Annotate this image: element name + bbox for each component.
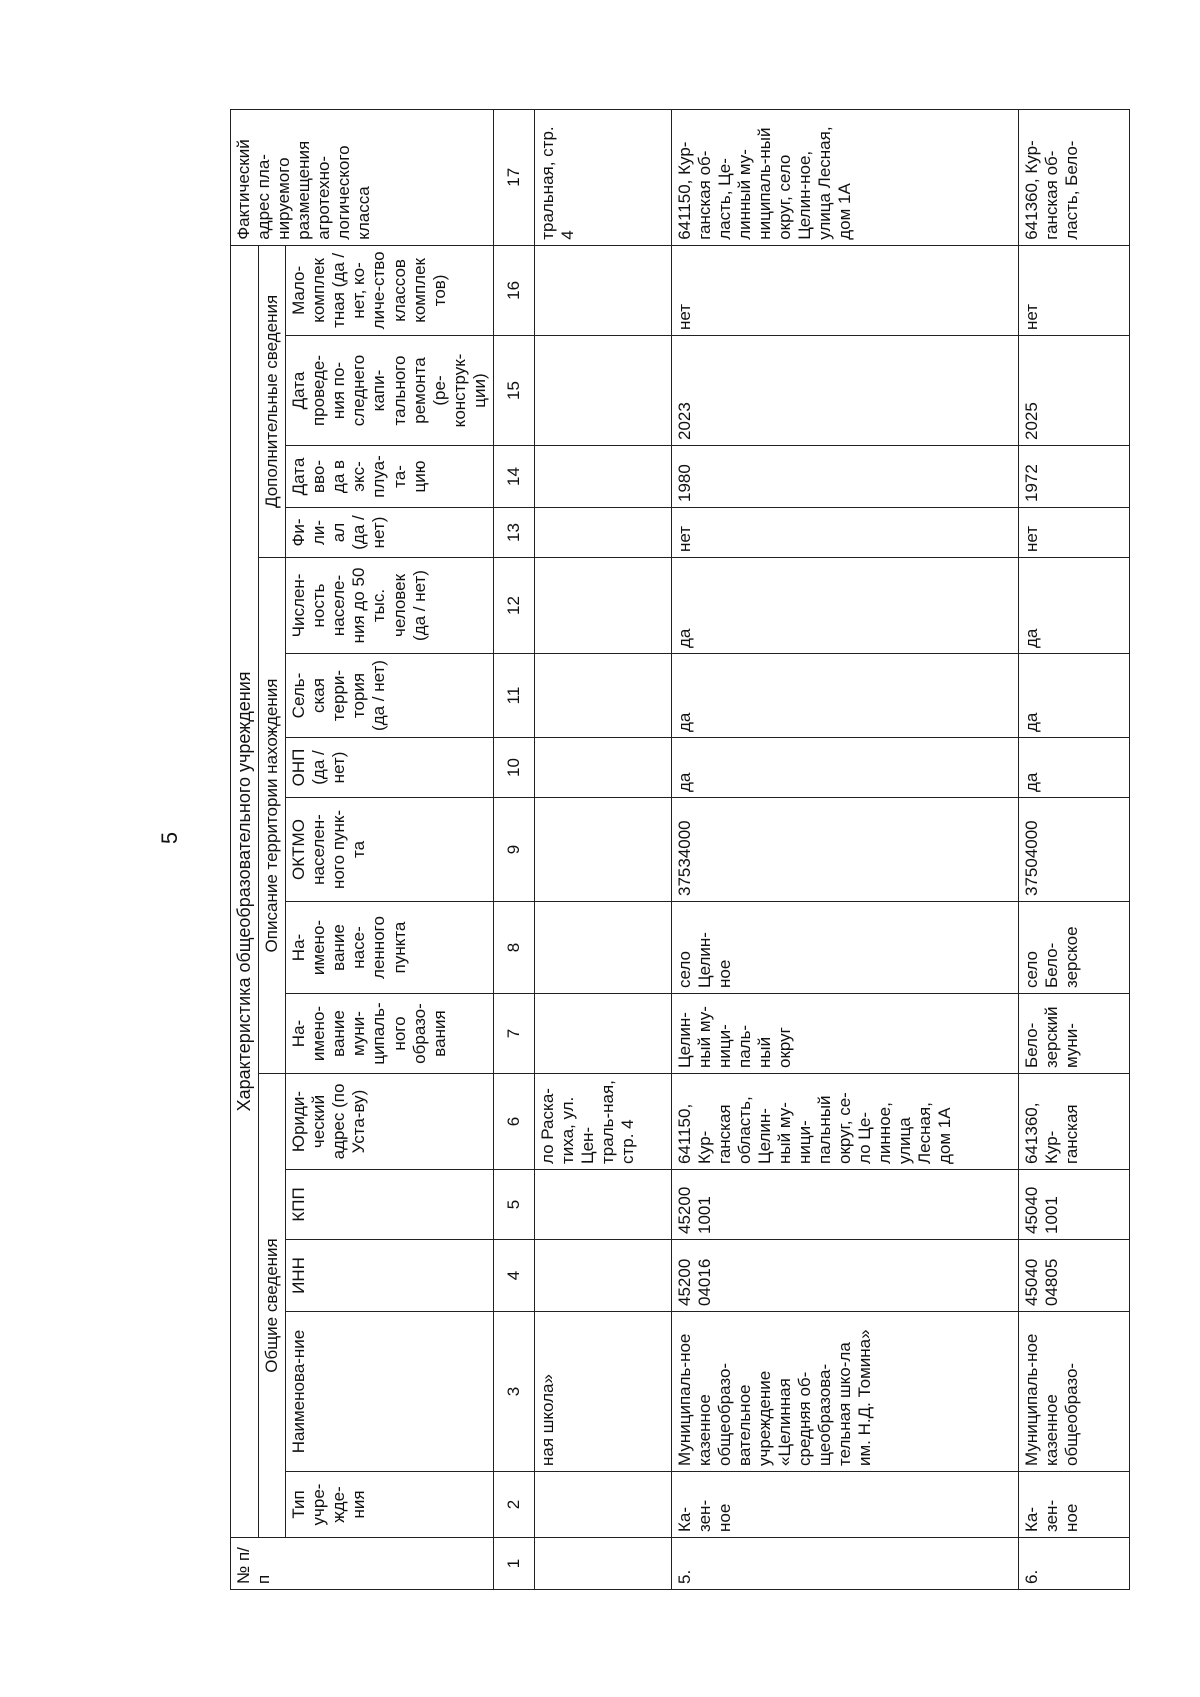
institution-table <box>230 109 1130 1590</box>
header-additional-group: Дополнительные сведения <box>259 245 286 557</box>
header-territory-group: Описание территории нахождения <box>259 558 286 1074</box>
header-repair-date: Дата проведе-ния по-следнего капи-тального ремонта (ре-конструк-ции) <box>286 336 493 446</box>
cell-population: да <box>1018 558 1129 654</box>
header-branch: Фи-ли-ал (да / нет) <box>286 508 493 558</box>
cell-type: Ка-зен-ное <box>1018 1472 1129 1538</box>
cell-rural: да <box>1018 654 1129 738</box>
header-legal-address: Юриди-ческий адрес (по Уста-ву) <box>286 1074 493 1170</box>
cell-num: 5. <box>671 1538 1018 1590</box>
col-number: 1 <box>493 1538 534 1590</box>
col-number: 7 <box>493 994 534 1074</box>
header-municipality: На-имено-вание муни-ципаль-ного образо-вания <box>286 994 493 1074</box>
col-number: 11 <box>493 654 534 738</box>
col-number: 15 <box>493 336 534 446</box>
cell-rural: да <box>671 654 1018 738</box>
col-number: 13 <box>493 508 534 558</box>
cell-commission-date: 1972 <box>1018 446 1129 508</box>
cell-oktmo: 37534000 <box>671 798 1018 902</box>
cell-type: Ка-зен-ное <box>671 1472 1018 1538</box>
header-name: Наименова-ние <box>286 1312 493 1472</box>
col-number: 9 <box>493 798 534 902</box>
cell-small-school: нет <box>671 245 1018 335</box>
cell-branch: нет <box>671 508 1018 558</box>
col-number: 16 <box>493 245 534 335</box>
header-main-group: Характеристика общеобразовательного учреждения <box>231 245 259 1537</box>
cell-inn: 45200 04016 <box>671 1240 1018 1312</box>
cell-repair-date: 2023 <box>671 336 1018 446</box>
cell-municipality: Бело-зерский муни- <box>1018 994 1129 1074</box>
header-actual-address: Фактический адрес пла-нируемого размещения агротехно-логического класса <box>231 109 494 245</box>
header-oktmo: ОКТМО населен-ного пунк-та <box>286 798 493 902</box>
cell-actual-address: 641360, Кур-ганская об-ласть, Бело- <box>1018 109 1129 245</box>
col-number: 4 <box>493 1240 534 1312</box>
col-number: 5 <box>493 1170 534 1240</box>
cell-legal-address: ло Раска-тиха, ул. Цен-траль-ная, стр. 4 <box>534 1074 671 1170</box>
header-kpp: КПП <box>286 1170 493 1240</box>
header-general-group: Общие сведения <box>259 1074 286 1538</box>
cell-num: 6. <box>1018 1538 1129 1590</box>
header-rural: Сель-ская терри-тория (да / нет) <box>286 654 493 738</box>
col-number: 8 <box>493 902 534 994</box>
cell-legal-address: 641360, Кур-ганская <box>1018 1074 1129 1170</box>
cell-actual-address: 641150, Кур-ганская об-ласть, Це-линный му-ниципаль-ный округ, село Целин-ное, улица Лесная, дом 1А <box>671 109 1018 245</box>
table-row <box>671 109 1018 1589</box>
cell-population: да <box>671 558 1018 654</box>
col-number: 6 <box>493 1074 534 1170</box>
column-numbers-row <box>493 109 534 1589</box>
cell-settlement: село Целин-ное <box>671 902 1018 994</box>
cell-inn: 45040 04805 <box>1018 1240 1129 1312</box>
header-num: № п/п <box>231 1538 494 1590</box>
cell-legal-address: 641150, Кур-ганская область, Целин-ный му-ници-пальный округ, се-ло Це-линное, улица Лесная, дом 1А <box>671 1074 1018 1170</box>
header-commission-date: Дата вво-да в экс-плуа-та-цию <box>286 446 493 508</box>
cell-repair-date: 2025 <box>1018 336 1129 446</box>
col-number: 14 <box>493 446 534 508</box>
page-number: 5 <box>157 831 182 845</box>
cell-name: Муниципаль-ное казенное общеобразо-вательное учреждение «Целинная средняя об-щеобразова-тельная шко-ла им. Н.Д. Томина» <box>671 1312 1018 1472</box>
col-number: 17 <box>493 109 534 245</box>
cell-commission-date: 1980 <box>671 446 1018 508</box>
header-population: Числен-ность населе-ния до 50 тыс. человек (да / нет) <box>286 558 493 654</box>
cell-name: ная школа» <box>534 1312 671 1472</box>
header-small-school: Мало-комплек тная (да / нет, ко-личе-ство классов комплек тов) <box>286 245 493 335</box>
cell-settlement: село Бело-зерское <box>1018 902 1129 994</box>
table-row <box>1018 109 1129 1589</box>
cell-onp: да <box>1018 738 1129 798</box>
header-inn: ИНН <box>286 1240 493 1312</box>
col-number: 12 <box>493 558 534 654</box>
cell-actual-address: тральная, стр. 4 <box>534 109 671 245</box>
cell-branch: нет <box>1018 508 1129 558</box>
header-onp: ОНП (да / нет) <box>286 738 493 798</box>
cell-oktmo: 37504000 <box>1018 798 1129 902</box>
cell-small-school: нет <box>1018 245 1129 335</box>
table-row-continuation <box>534 109 671 1589</box>
col-number: 10 <box>493 738 534 798</box>
header-type: Тип учре-жде-ния <box>286 1472 493 1538</box>
cell-kpp: 45200 1001 <box>671 1170 1018 1240</box>
cell-municipality: Целин-ный му-ници-паль-ный округ <box>671 994 1018 1074</box>
col-number: 2 <box>493 1472 534 1538</box>
cell-name: Муниципаль-ное казенное общеобразо- <box>1018 1312 1129 1472</box>
col-number: 3 <box>493 1312 534 1472</box>
cell-kpp: 45040 1001 <box>1018 1170 1129 1240</box>
cell-onp: да <box>671 738 1018 798</box>
rotated-table-container <box>230 110 1170 1590</box>
header-settlement: На-имено-вание насе-ленного пункта <box>286 902 493 994</box>
